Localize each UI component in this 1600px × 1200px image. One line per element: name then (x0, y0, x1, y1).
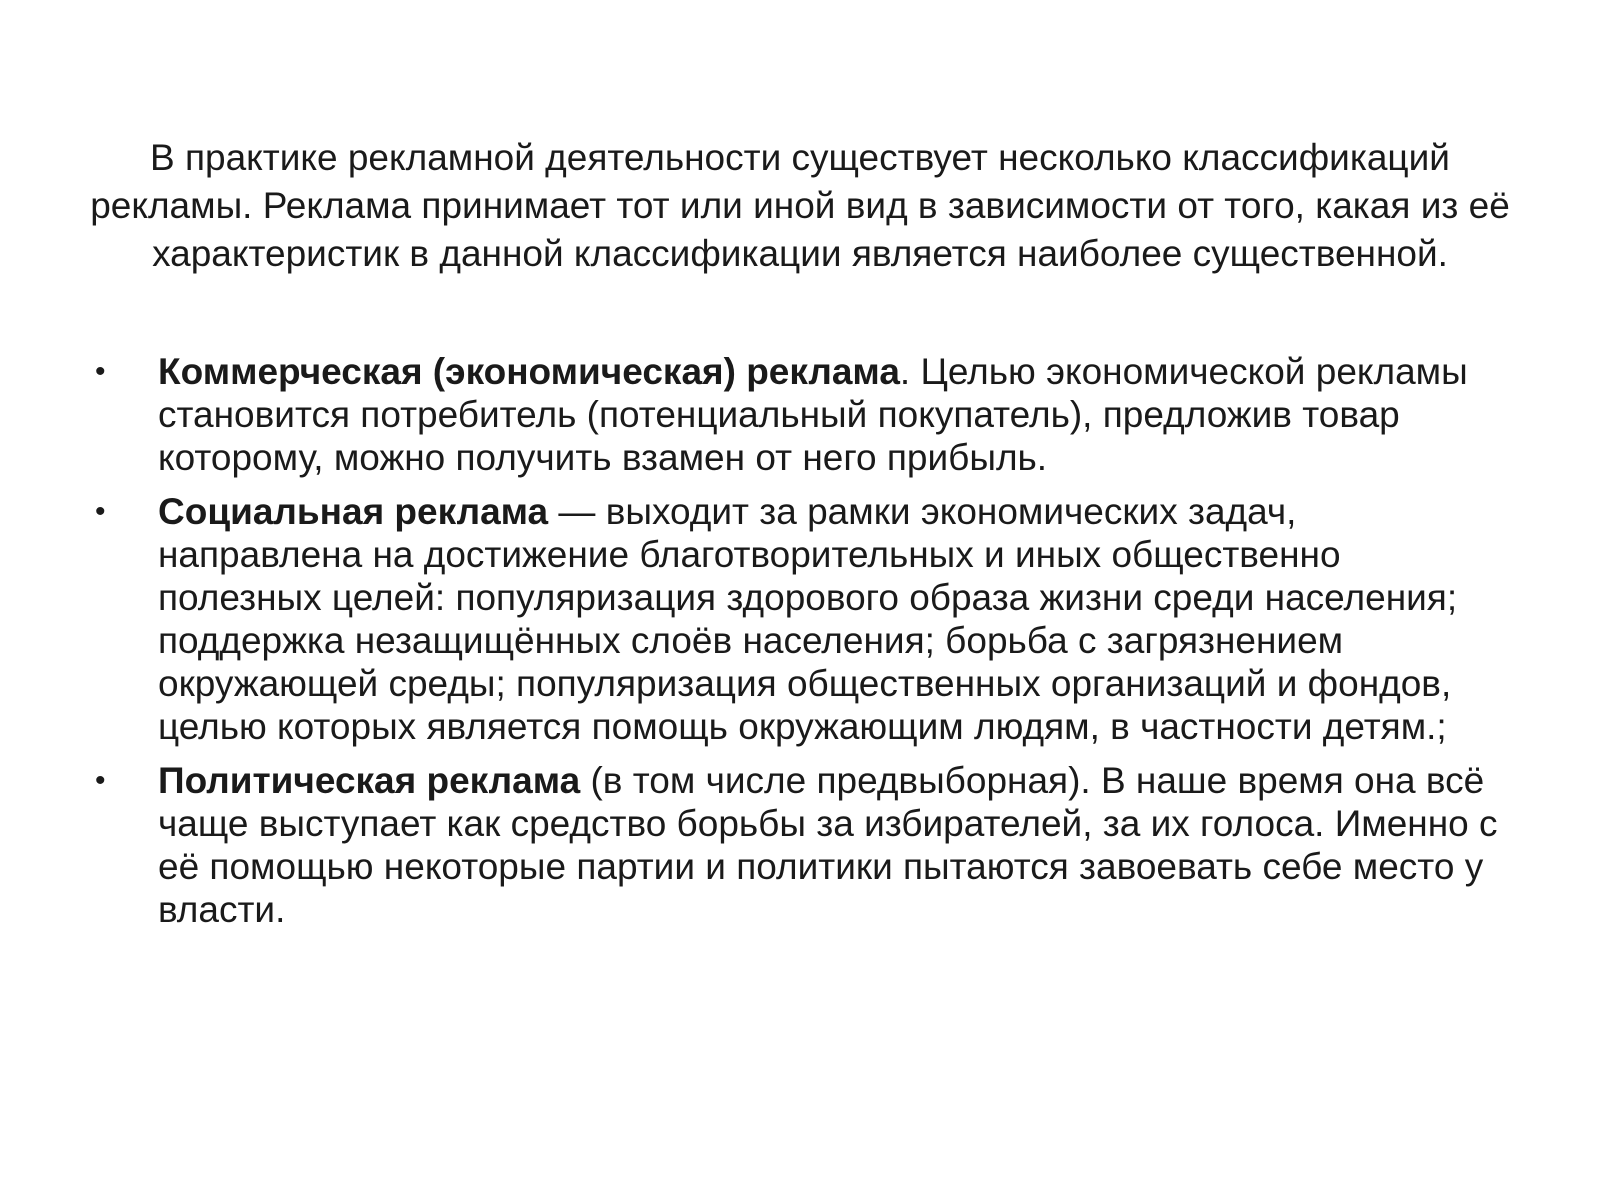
classification-list (90, 350, 1510, 942)
bullet-dot-icon: • (95, 764, 106, 797)
bullet-political (90, 759, 1510, 931)
bullet-term: Социальная реклама (158, 491, 549, 532)
bullet-commercial (90, 350, 1510, 479)
bullet-social (90, 490, 1510, 748)
bullet-term: Политическая реклама (158, 760, 581, 801)
bullet-description: (в том числе предвыборная). В наше время она всё чаще выступает как средство борьбы за избирателей, за их голоса. Именно с её помощью некоторые партии и политики пытаются завоевать себе место у власти. (158, 760, 1498, 930)
bullet-term: Коммерческая (экономическая) реклама (158, 351, 900, 392)
intro-paragraph: В практике рекламной деятельности существует несколько классификаций рекламы. Реклама принимает тот или иной вид в зависимости от того, какая из её характеристик в данной классификации является наиболее существенной. (90, 137, 1510, 274)
bullet-dot-icon: • (95, 495, 106, 528)
bullet-description: . Целью экономической рекламы становится потребитель (потенциальный покупатель), предложив товар которому, можно получить взамен от него прибыль. (158, 351, 1468, 478)
bullet-dot-icon: • (95, 355, 106, 388)
bullet-description: — выходит за рамки экономических задач, направлена на достижение благотворительных и иных общественно полезных целей: популяризация здорового образа жизни среди населения; поддержка незащищённых слоёв населения; борьба с загрязнением окружающей среды; популяризация общественных организаций и фондов, целью которых является помощь окружающим людям, в частности детям.; (158, 491, 1458, 747)
